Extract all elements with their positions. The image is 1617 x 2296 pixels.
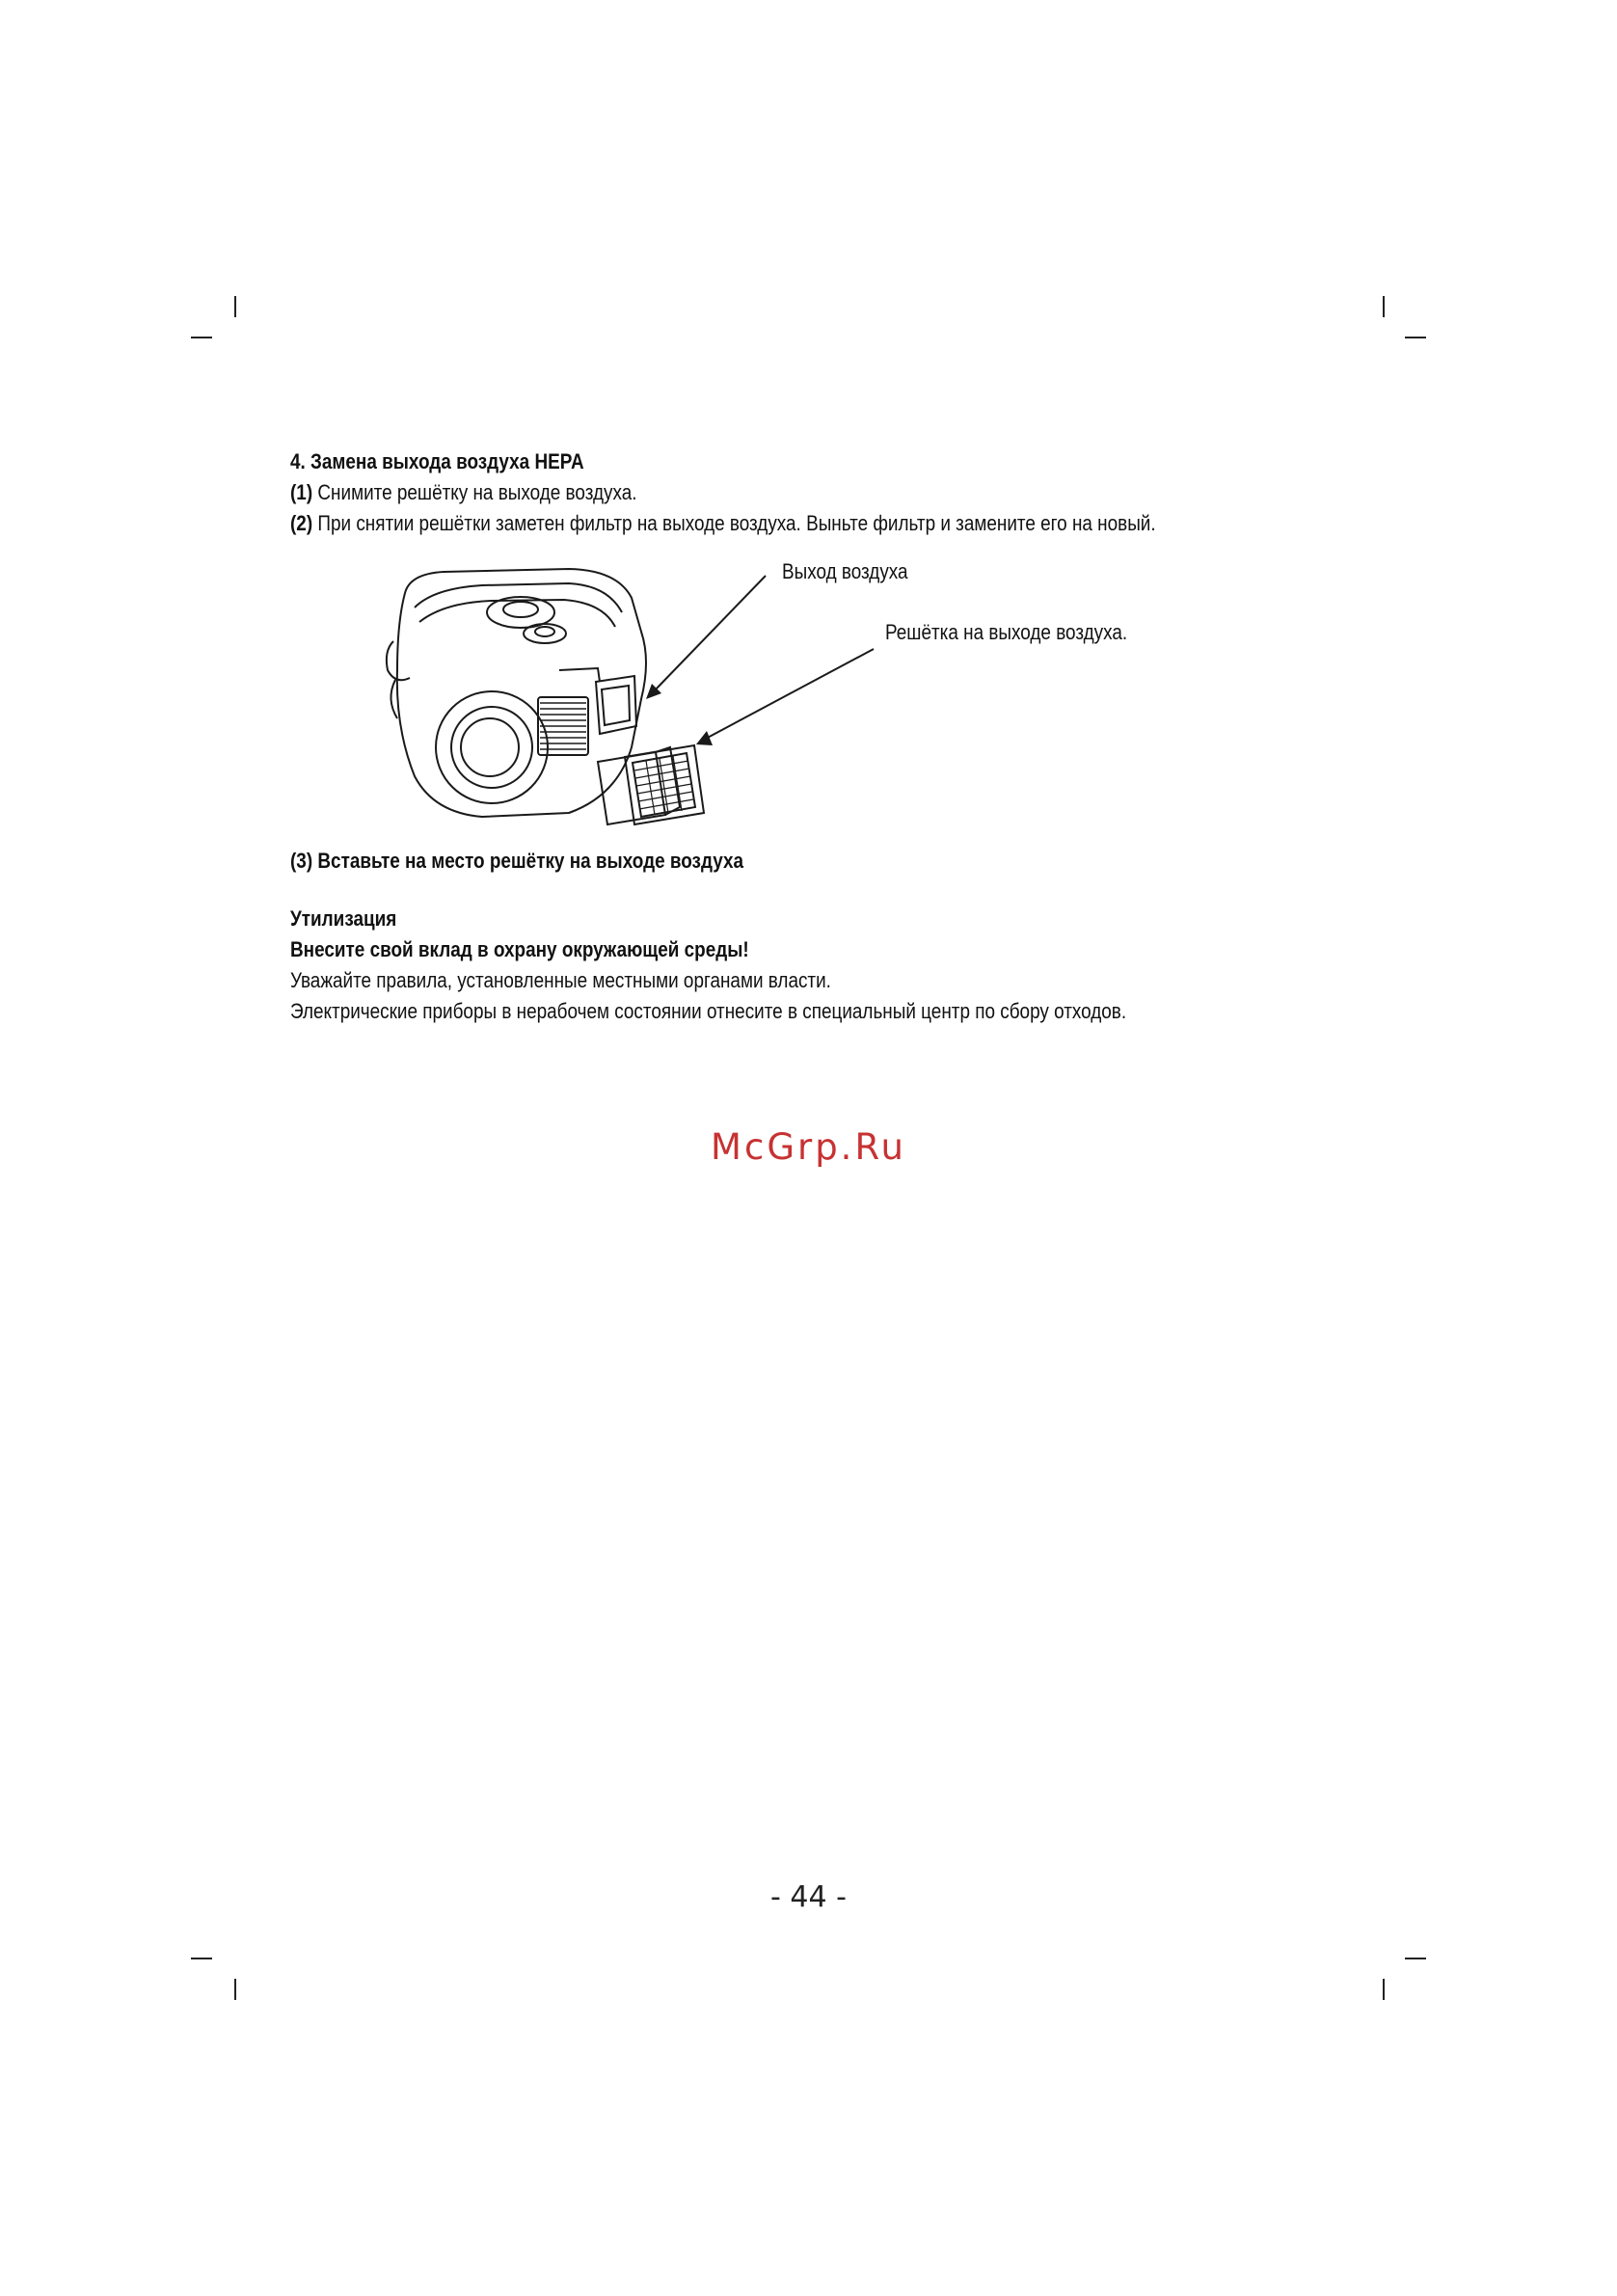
vacuum-filter-figure	[376, 554, 1215, 834]
vacuum-cleaner-illustration	[376, 554, 1215, 834]
crop-mark-top-left-v	[234, 296, 236, 317]
arrow-head-grille	[696, 731, 713, 745]
disposal-line-1: Уважайте правила, установленные местными органами власти.	[290, 968, 831, 992]
step-3: (3) Вставьте на место решётку на выходе воздуха	[290, 849, 743, 873]
disposal-subheading: Внесите свой вклад в охрану окружающей среды!	[290, 937, 749, 961]
disposal-heading: Утилизация	[290, 906, 397, 931]
disposal-line-2: Электрические приборы в нерабочем состоянии отнесите в специальный центр по сбору отходов.	[290, 999, 1127, 1023]
crop-mark-bottom-left-v	[234, 1979, 236, 2000]
callout-air-outlet: Выход воздуха	[782, 559, 908, 583]
crop-mark-top-right-h	[1405, 337, 1426, 338]
crop-mark-top-left-h	[191, 337, 212, 338]
lower-section	[290, 846, 1399, 1027]
step-2	[290, 508, 1244, 539]
step-1-number: (1)	[290, 480, 313, 504]
hepa-section	[290, 446, 1399, 539]
crop-mark-bottom-right-v	[1383, 1979, 1385, 2000]
section-heading: 4. Замена выхода воздуха HEPA	[290, 449, 584, 473]
crop-mark-bottom-right-h	[1405, 1958, 1426, 1959]
step-1	[290, 477, 1244, 508]
watermark: McGrp.Ru	[711, 1126, 906, 1168]
crop-mark-bottom-left-h	[191, 1958, 212, 1959]
step-2-text: При снятии решётки заметен фильтр на выходе воздуха. Выньте фильтр и замените его на новый.	[312, 511, 1156, 535]
callout-outlet-grille: Решётка на выходе воздуха.	[885, 620, 1128, 644]
crop-mark-top-right-v	[1383, 296, 1385, 317]
step-2-number: (2)	[290, 511, 313, 535]
spacer	[290, 877, 1399, 904]
step-1-text: Снимите решётку на выходе воздуха.	[312, 480, 637, 504]
page-number: - 44 -	[770, 1880, 847, 1914]
